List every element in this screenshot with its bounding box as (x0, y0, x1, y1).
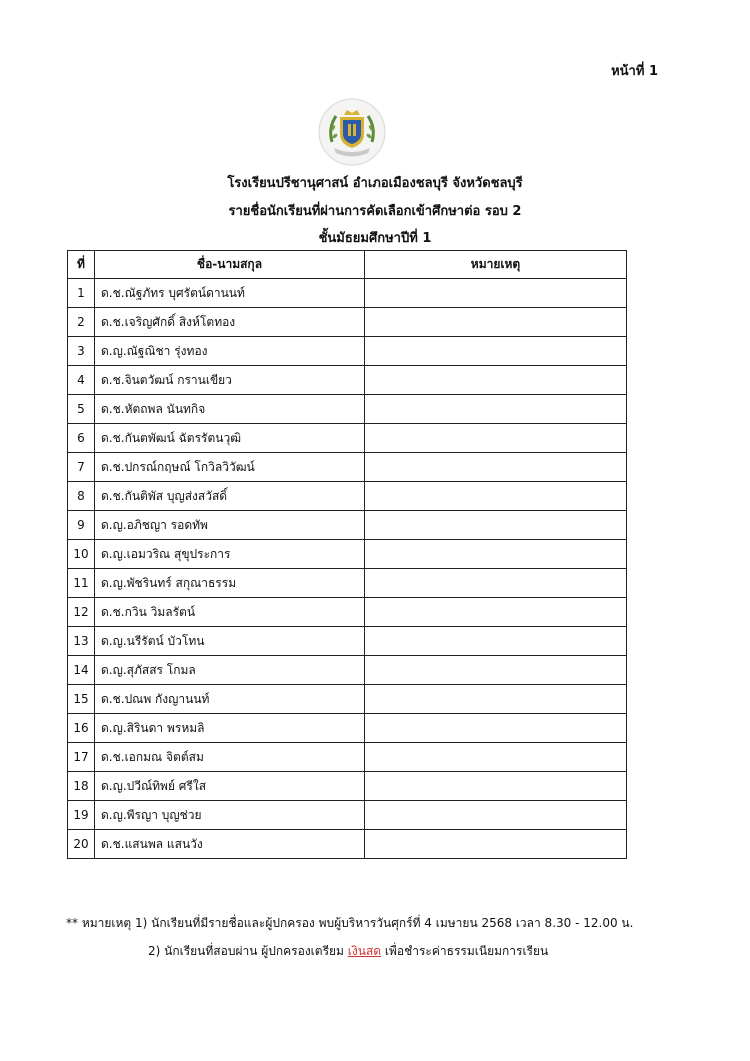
row-number: 2 (68, 308, 95, 337)
row-number: 15 (68, 685, 95, 714)
row-note (365, 540, 627, 569)
row-note (365, 598, 627, 627)
row-note (365, 801, 627, 830)
table-row (68, 511, 627, 540)
student-name: ด.ญ.ณัฐณิชา รุ่งทอง (95, 337, 365, 366)
column-header-note: หมายเหตุ (365, 251, 627, 279)
row-note (365, 743, 627, 772)
footnote-line-2-after: เพื่อชำระค่าธรรมเนียมการเรียน (381, 944, 549, 958)
student-name: ด.ช.เจริญศักดิ์ สิงห์โตทอง (95, 308, 365, 337)
row-number: 14 (68, 656, 95, 685)
table-row (68, 569, 627, 598)
table-row (68, 830, 627, 859)
table-row (68, 801, 627, 830)
column-header-name: ชื่อ-นามสกุล (95, 251, 365, 279)
page-number: หน้าที่ 1 (611, 64, 658, 79)
row-note (365, 656, 627, 685)
table-row (68, 366, 627, 395)
table-row (68, 743, 627, 772)
table-row (68, 656, 627, 685)
row-number: 11 (68, 569, 95, 598)
table-row (68, 279, 627, 308)
student-name: ด.ญ.พีรญา บุญช่วย (95, 801, 365, 830)
row-number: 13 (68, 627, 95, 656)
student-name: ด.ญ.ปวีณ์ทิพย์ ศรีใส (95, 772, 365, 801)
row-number: 7 (68, 453, 95, 482)
row-note (365, 337, 627, 366)
row-note (365, 685, 627, 714)
student-name: ด.ช.ณัฐภัทร บุศรัตน์ดานนท์ (95, 279, 365, 308)
table-row (68, 772, 627, 801)
student-name: ด.ช.ปกรณ์กฤษณ์ โกวิลวิวัฒน์ (95, 453, 365, 482)
row-note (365, 482, 627, 511)
row-number: 19 (68, 801, 95, 830)
table-row (68, 598, 627, 627)
row-number: 18 (68, 772, 95, 801)
row-number: 10 (68, 540, 95, 569)
table-row (68, 627, 627, 656)
row-number: 9 (68, 511, 95, 540)
column-header-no: ที่ (68, 251, 95, 279)
school-name: โรงเรียนปรีชานุศาสน์ อำเภอเมืองชลบุรี จังหวัดชลบุรี (227, 176, 523, 191)
student-name: ด.ช.หัตถพล นันทกิจ (95, 395, 365, 424)
row-number: 16 (68, 714, 95, 743)
row-note (365, 511, 627, 540)
grade-level: ชั้นมัธยมศึกษาปีที่ 1 (318, 231, 432, 246)
row-number: 1 (68, 279, 95, 308)
footnote-line-2 (148, 942, 750, 961)
row-note (365, 453, 627, 482)
row-number: 5 (68, 395, 95, 424)
table-row (68, 685, 627, 714)
table-header-row (68, 251, 627, 279)
table-row (68, 337, 627, 366)
row-note (365, 830, 627, 859)
student-name: ด.ช.กันติพัส บุญส่งสวัสดิ์ (95, 482, 365, 511)
student-name: ด.ญ.อภิชญา รอดทัพ (95, 511, 365, 540)
footnote-line-2-before: 2) นักเรียนที่สอบผ่าน ผู้ปกครองเตรียม (148, 944, 348, 958)
table-row (68, 424, 627, 453)
student-name: ด.ช.จินตวัฒน์ กรานเขียว (95, 366, 365, 395)
row-note (365, 279, 627, 308)
row-number: 8 (68, 482, 95, 511)
student-name: ด.ช.เอกมณ จิตต์สม (95, 743, 365, 772)
row-note (365, 424, 627, 453)
student-name: ด.ช.กันตพัฒน์ ฉัตรรัตนวุฒิ (95, 424, 365, 453)
row-note (365, 308, 627, 337)
student-name: ด.ช.ปณพ กังญานนท์ (95, 685, 365, 714)
row-number: 12 (68, 598, 95, 627)
cash-highlight: เงินสด (347, 944, 382, 958)
row-note (365, 627, 627, 656)
row-note (365, 366, 627, 395)
row-number: 6 (68, 424, 95, 453)
table-row (68, 482, 627, 511)
document-title: รายชื่อนักเรียนที่ผ่านการคัดเลือกเข้าศึกษาต่อ รอบ 2 (228, 204, 522, 219)
row-note (365, 772, 627, 801)
table-row (68, 453, 627, 482)
row-note (365, 395, 627, 424)
student-name: ด.ญ.สิรินดา พรหมลิ (95, 714, 365, 743)
table-body (68, 279, 627, 859)
student-name: ด.ญ.สุภัสสร โกมล (95, 656, 365, 685)
student-name: ด.ช.กวิน วิมลรัตน์ (95, 598, 365, 627)
table-row (68, 395, 627, 424)
row-note (365, 714, 627, 743)
student-name: ด.ญ.เอมวริณ สุขุประการ (95, 540, 365, 569)
school-crest-icon (318, 98, 386, 166)
student-name: ด.ญ.นรีรัตน์ บัวโทน (95, 627, 365, 656)
student-table (67, 250, 627, 859)
footnote-line-1: ** หมายเหตุ 1) นักเรียนที่มีรายชื่อและผู้ปกครอง พบผู้บริหารวันศุกร์ที่ 4 เมษายน 2568 เวลา 8.30 - 12.00 น. (66, 916, 634, 930)
table-row (68, 308, 627, 337)
row-number: 4 (68, 366, 95, 395)
row-number: 20 (68, 830, 95, 859)
student-name: ด.ญ.พัชรินทร์ สกุณาธรรม (95, 569, 365, 598)
row-number: 17 (68, 743, 95, 772)
student-name: ด.ช.แสนพล แสนวัง (95, 830, 365, 859)
table-row (68, 714, 627, 743)
row-number: 3 (68, 337, 95, 366)
row-note (365, 569, 627, 598)
table-row (68, 540, 627, 569)
